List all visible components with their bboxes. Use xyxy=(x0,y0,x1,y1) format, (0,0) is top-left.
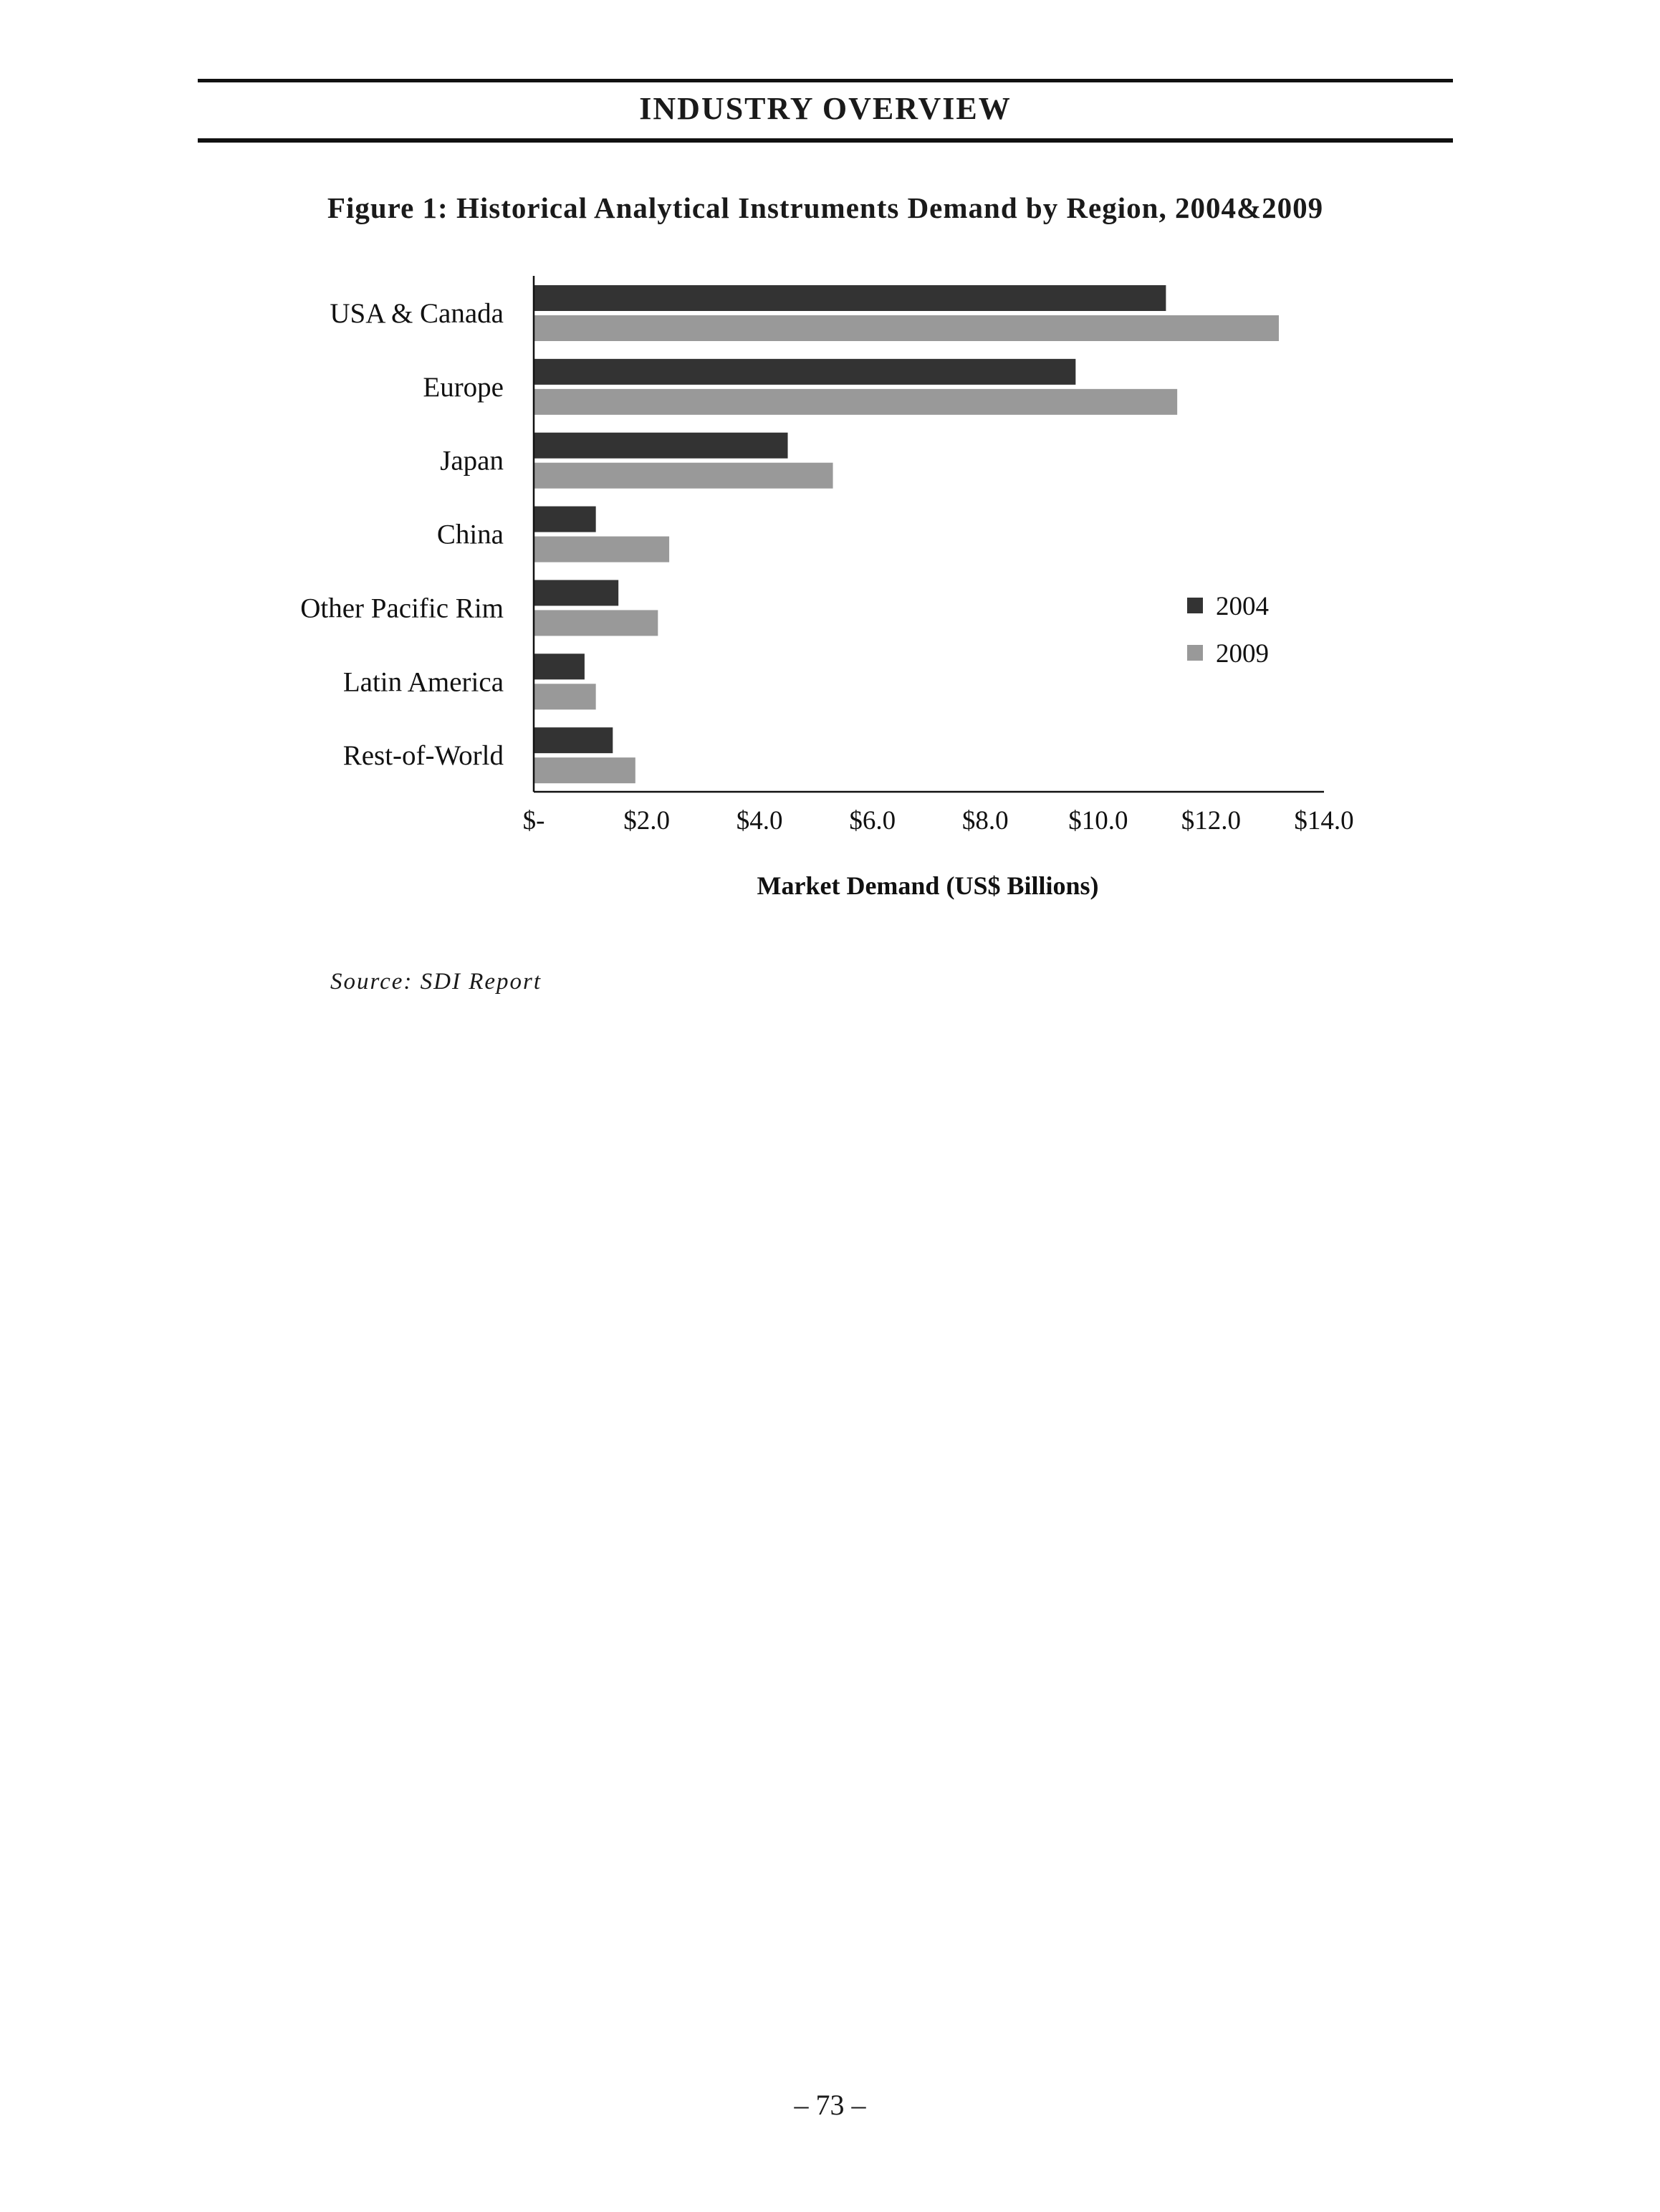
category-labels-layer xyxy=(300,298,504,771)
legend-label: 2009 xyxy=(1216,639,1269,669)
bar-2009-latin-america xyxy=(534,684,596,709)
bar-2004-rest-of-world xyxy=(534,727,613,753)
category-label: Rest-of-World xyxy=(342,740,504,772)
category-label: Europe xyxy=(423,371,504,403)
bar-2009-usa-canada xyxy=(534,315,1279,341)
legend-swatch-2004 xyxy=(1187,598,1203,613)
x-tick-label: $2.0 xyxy=(623,806,670,836)
bar-2004-china xyxy=(534,507,596,532)
category-label: Latin America xyxy=(342,666,504,698)
bar-2009-europe xyxy=(534,389,1177,415)
bar-2009-rest-of-world xyxy=(534,757,635,783)
legend-label: 2004 xyxy=(1216,592,1269,621)
bar-2009-japan xyxy=(534,463,833,489)
category-label: USA & Canada xyxy=(330,298,504,329)
bar-2004-europe xyxy=(534,359,1075,385)
section-title: INDUSTRY OVERVIEW xyxy=(639,91,1012,126)
bar-2004-japan xyxy=(534,433,788,459)
x-tick-label: $10.0 xyxy=(1068,806,1128,836)
source-note: Source: SDI Report xyxy=(330,969,542,995)
bar-2009-china xyxy=(534,537,669,562)
x-tick-label: $12.0 xyxy=(1181,806,1242,836)
bars-layer xyxy=(534,285,1279,783)
bar-2004-latin-america xyxy=(534,653,585,679)
bar-2009-other-pacific-rim xyxy=(534,610,658,636)
bar-2004-usa-canada xyxy=(534,285,1166,311)
x-tick-labels-layer xyxy=(523,806,1354,836)
x-axis-label: Market Demand (US$ Billions) xyxy=(757,871,1099,900)
bar-2004-other-pacific-rim xyxy=(534,580,618,605)
x-tick-label: $14.0 xyxy=(1294,806,1354,836)
x-tick-label: $6.0 xyxy=(849,806,896,836)
category-label: Japan xyxy=(440,445,504,477)
x-tick-label: $- xyxy=(522,806,545,836)
bar-chart xyxy=(0,0,1660,932)
legend xyxy=(1187,592,1269,669)
category-label: China xyxy=(436,519,504,550)
category-label: Other Pacific Rim xyxy=(300,593,504,624)
page-number: – 73 – xyxy=(794,2089,866,2121)
figure-title: Figure 1: Historical Analytical Instruments Demand by Region, 2004&2009 xyxy=(327,191,1324,224)
x-tick-label: $4.0 xyxy=(736,806,783,836)
x-tick-label: $8.0 xyxy=(961,806,1009,836)
legend-swatch-2009 xyxy=(1187,645,1203,661)
